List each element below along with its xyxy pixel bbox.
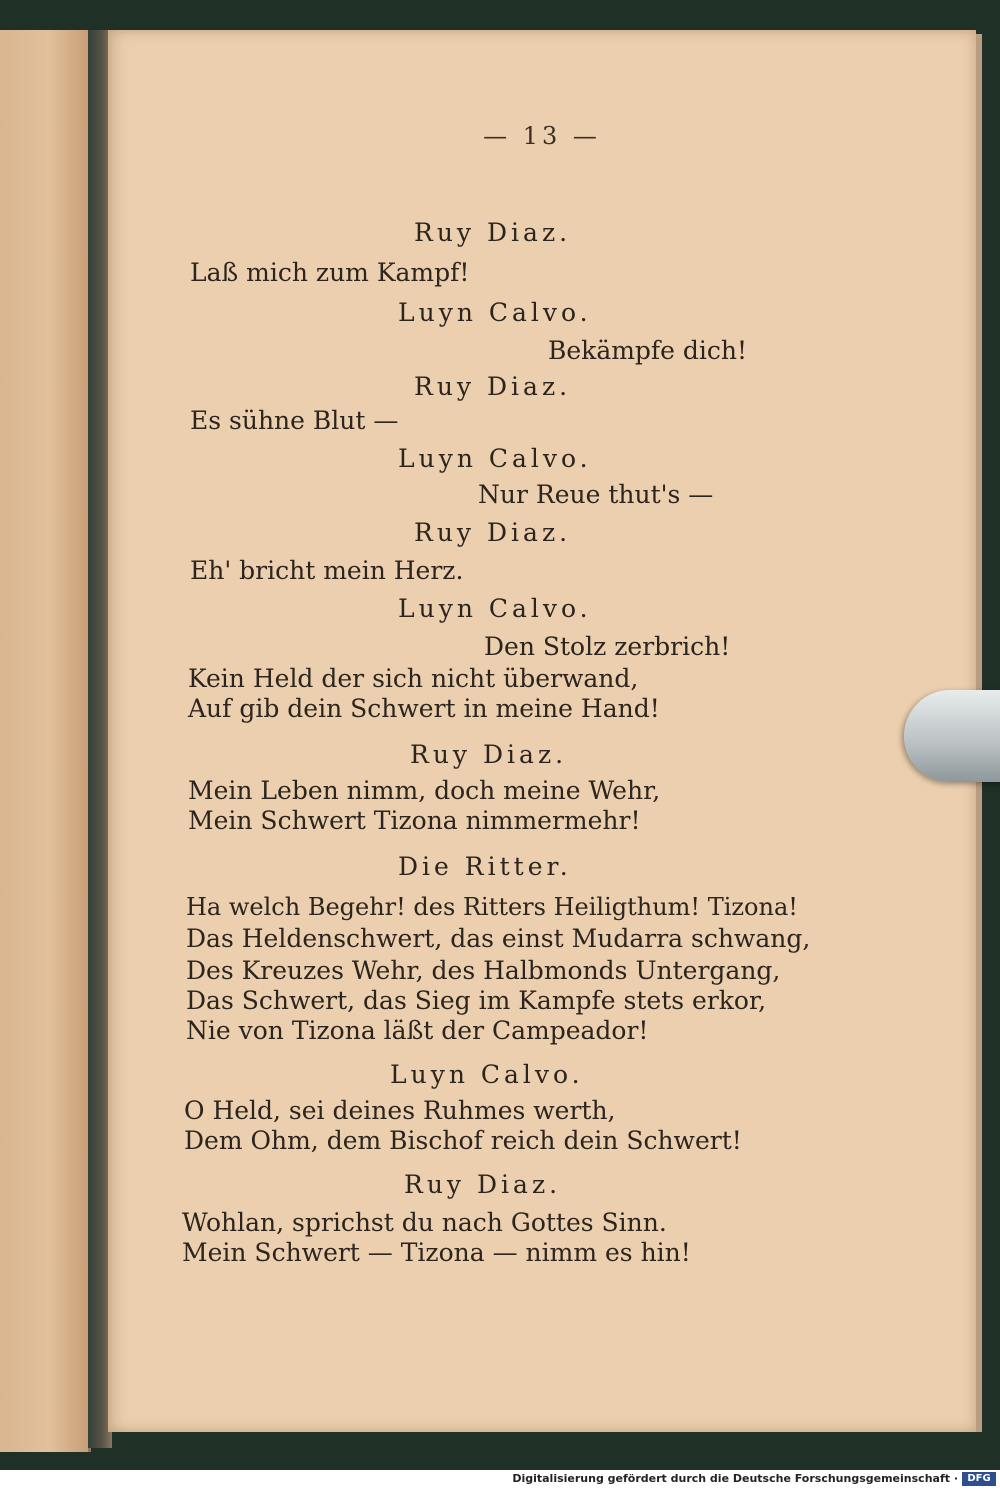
verse-line: Bekämpfe dich! [548, 336, 748, 365]
verse-line: Kein Held der sich nicht überwand, [188, 664, 639, 693]
dfg-logo: DFG [962, 1472, 996, 1486]
verse-line: Laß mich zum Kampf! [190, 258, 470, 287]
bookmark-tab [904, 690, 1000, 782]
speaker-label: Luyn Calvo. [398, 594, 592, 623]
speaker-label: Die Ritter. [398, 852, 572, 881]
verse-line: Ha welch Begehr! des Ritters Heiligthum! Tizona! [186, 893, 798, 921]
left-page-edge [0, 30, 91, 1452]
funding-note: Digitalisierung gefördert durch die Deutsche Forschungsgemeinschaft · [512, 1472, 958, 1485]
verse-line: Nie von Tizona läßt der Campeador! [186, 1016, 649, 1045]
verse-line: Wohlan, sprichst du nach Gottes Sinn. [182, 1208, 667, 1237]
speaker-label: Ruy Diaz. [404, 1170, 562, 1199]
speaker-label: Ruy Diaz. [414, 372, 572, 401]
speaker-label: Ruy Diaz. [414, 218, 572, 247]
page-number: — 13 — [483, 122, 601, 150]
book-page [108, 30, 976, 1432]
verse-line: Nur Reue thut's — [478, 480, 714, 509]
verse-line: Dem Ohm, dem Bischof reich dein Schwert! [184, 1126, 742, 1155]
verse-line: Das Schwert, das Sieg im Kampfe stets erkor, [186, 986, 767, 1015]
speaker-label: Ruy Diaz. [414, 518, 572, 547]
speaker-label: Ruy Diaz. [410, 740, 568, 769]
verse-line: Eh' bricht mein Herz. [190, 556, 464, 585]
verse-line: Des Kreuzes Wehr, des Halbmonds Untergang, [186, 956, 781, 985]
verse-line: Mein Leben nimm, doch meine Wehr, [188, 776, 661, 805]
speaker-label: Luyn Calvo. [398, 298, 592, 327]
verse-line: Auf gib dein Schwert in meine Hand! [188, 694, 660, 723]
verse-line: Mein Schwert Tizona nimmermehr! [188, 806, 641, 835]
verse-line: Das Heldenschwert, das einst Mudarra schwang, [186, 924, 811, 953]
speaker-label: Luyn Calvo. [390, 1060, 584, 1089]
speaker-label: Luyn Calvo. [398, 444, 592, 473]
verse-line: Es sühne Blut — [190, 406, 399, 435]
verse-line: Den Stolz zerbrich! [484, 632, 731, 661]
verse-line: Mein Schwert — Tizona — nimm es hin! [182, 1238, 691, 1267]
verse-line: O Held, sei deines Ruhmes werth, [184, 1096, 616, 1125]
